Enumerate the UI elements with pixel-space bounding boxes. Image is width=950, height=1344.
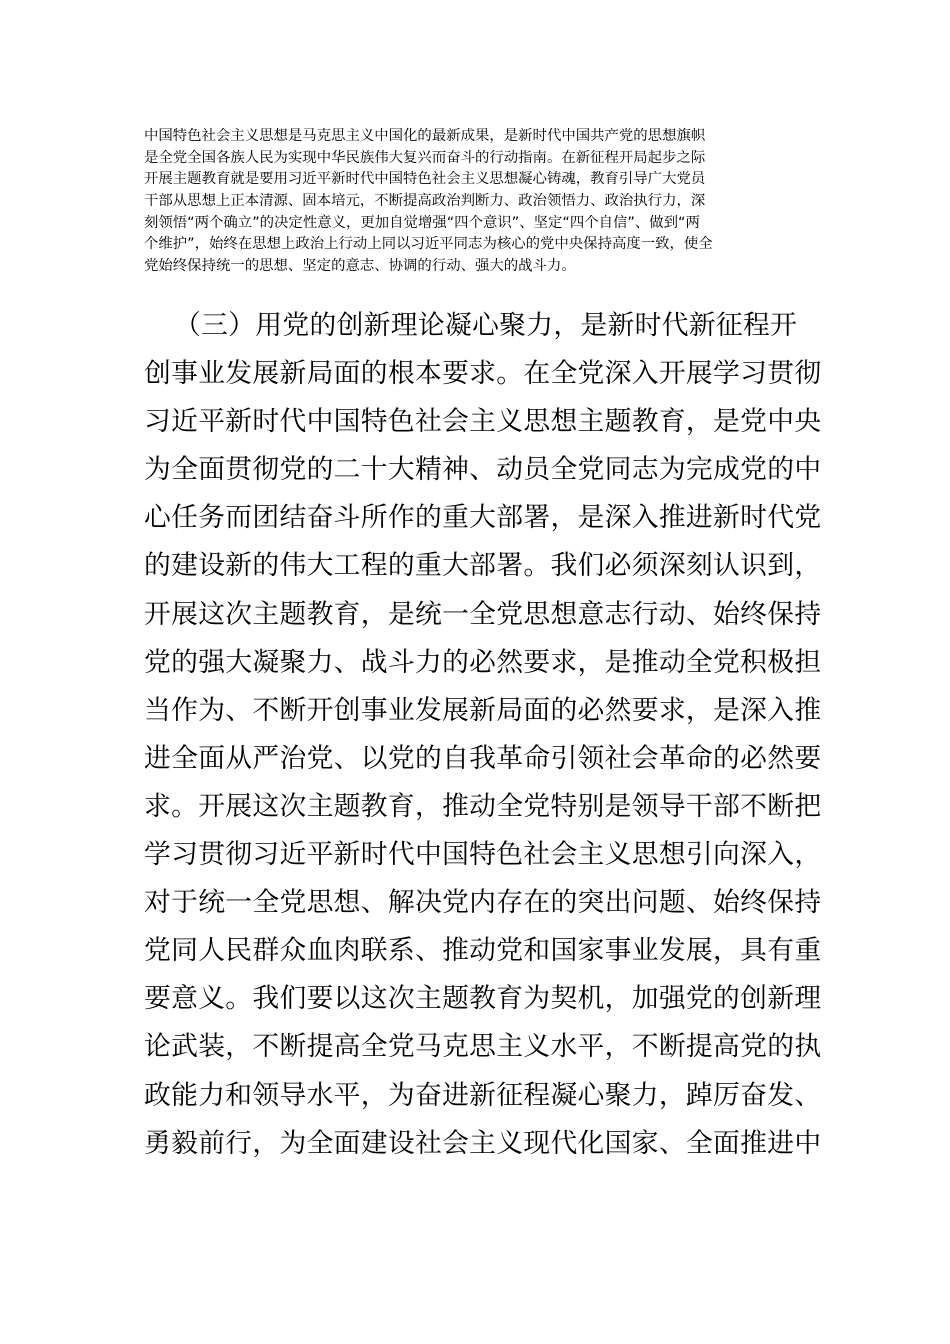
section-line: 要意义。我们要以这次主题教育为契机，加强党的创新理 [144, 983, 822, 1015]
section-line: 政能力和领导水平，为奋进新征程凝心聚力，踔厉奋发、 [144, 1079, 822, 1111]
section-line: 心任务而团结奋斗所作的重大部署，是深入推进新时代党 [144, 502, 822, 534]
intro-line: 刻领悟“两个确立”的决定性意义，更加自觉增强“四个意识”、坚定“四个自信”、做到“两 [144, 214, 700, 231]
section-line: 习近平新时代中国特色社会主义思想主题教育，是党中央 [144, 406, 822, 438]
section-three-paragraph [144, 302, 822, 1168]
section-line: 创事业发展新局面的根本要求。在全党深入开展学习贯彻 [144, 358, 822, 390]
section-line: 勇毅前行，为全面建设社会主义现代化国家、全面推进中 [144, 1127, 822, 1159]
intro-line: 中国特色社会主义思想是马克思主义中国化的最新成果，是新时代中国共产党的思想旗帜 [144, 128, 706, 144]
section-line: 党的强大凝聚力、战斗力的必然要求，是推动全党积极担 [144, 646, 822, 678]
intro-line: 个维护”，始终在思想上政治上行动上同以习近平同志为核心的党中央保持高度一致，使全 [144, 236, 713, 253]
section-line: 学习贯彻习近平新时代中国特色社会主义思想引向深入， [144, 839, 822, 871]
section-line: 党同人民群众血肉联系、推动党和国家事业发展，具有重 [144, 935, 822, 967]
section-line: 对于统一全党思想、解决党内存在的突出问题、始终保持 [144, 887, 822, 919]
section-line: 当作为、不断开创事业发展新局面的必然要求，是深入推 [144, 694, 822, 726]
section-line: 开展这次主题教育，是统一全党思想意志行动、始终保持 [144, 598, 822, 630]
section-heading-line: （三）用党的创新理论凝心聚力，是新时代新征程开 [174, 310, 798, 341]
section-line: 求。开展这次主题教育，推动全党特别是领导干部不断把 [144, 790, 822, 822]
intro-line: 是全党全国各族人民为实现中华民族伟大复兴而奋斗的行动指南。在新征程开局起步之际 [144, 149, 706, 166]
section-line: 进全面从严治党、以党的自我革命引领社会革命的必然要 [144, 742, 822, 774]
section-line: 为全面贯彻党的二十大精神、动员全党同志为完成党的中 [144, 454, 822, 486]
intro-line: 干部从思想上正本清源、固本培元，不断提高政治判断力、政治领悟力、政治执行力，深 [144, 193, 706, 210]
section-line: 的建设新的伟大工程的重大部署。我们必须深刻认识到， [144, 550, 822, 582]
intro-line: 开展主题教育就是要用习近平新时代中国特色社会主义思想凝心铸魂，教育引导广大党员 [144, 171, 706, 188]
intro-paragraph [144, 126, 814, 278]
section-line: 论武装，不断提高全党马克思主义水平，不断提高党的执 [144, 1031, 822, 1063]
intro-line: 党始终保持统一的思想、坚定的意志、协调的行动、强大的战斗力。 [144, 258, 576, 275]
